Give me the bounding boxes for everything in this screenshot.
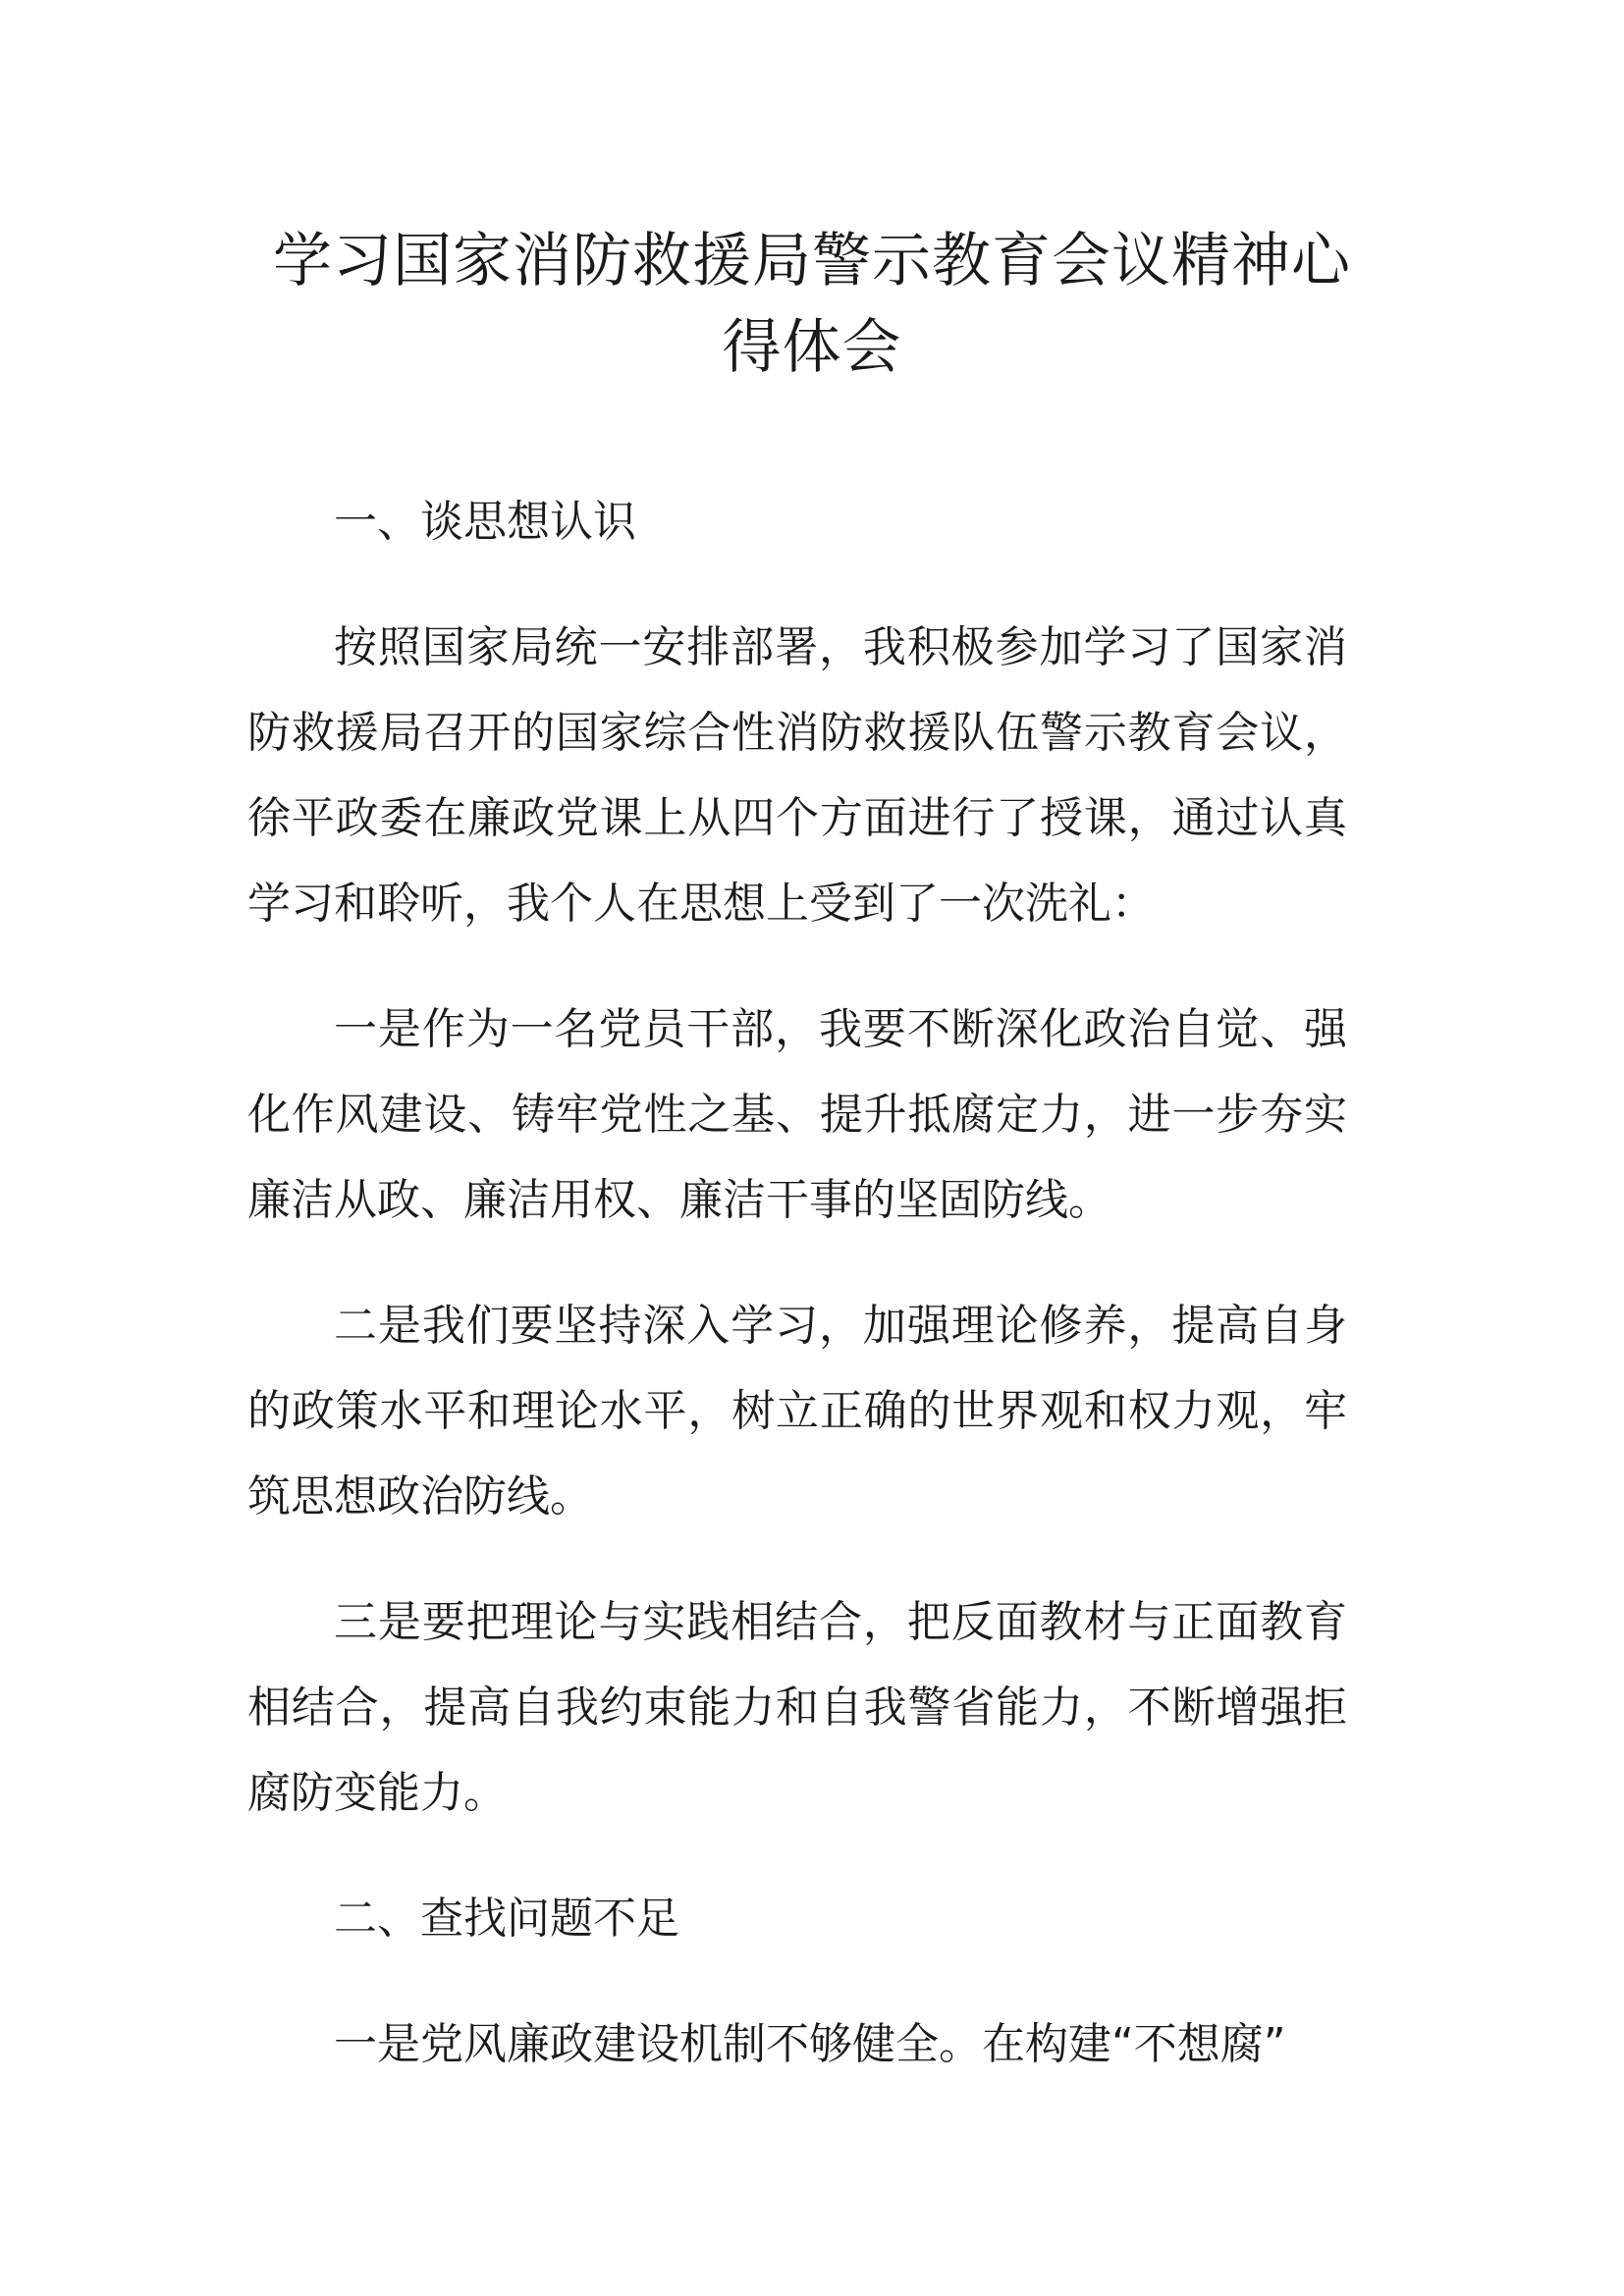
section-heading-1: 一、谈思想认识 — [334, 497, 636, 547]
paragraph-point-3: 三是要把理论与实践相结合，把反面教材与正面教育相结合，提高自我约束能力和自我警省能力，不断增强拒腐防变能力。 — [247, 1597, 1347, 1818]
title-line-1: 学习国家消防救援局警示教育会议精神心 — [273, 227, 1351, 295]
paragraph-intro: 按照国家局统一安排部署，我积极参加学习了国家消防救援局召开的国家综合性消防救援队伍警示教育会议，徐平政委在廉政党课上从四个方面进行了授课，通过认真学习和聆听，我个人在思想上受到了一次洗礼： — [247, 622, 1347, 929]
section-heading-2: 二、查找问题不足 — [334, 1894, 679, 1944]
title-line-2: 得体会 — [722, 313, 902, 382]
paragraph-problem-1: 一是党风廉政建设机制不够健全。在构建“不想腐” — [334, 2019, 1286, 2069]
paragraph-point-1: 一是作为一名党员干部，我要不断深化政治自觉、强化作风建设、铸牢党性之基、提升抵腐定力，进一步夯实廉洁从政、廉洁用权、廉洁干事的坚固防线。 — [247, 1004, 1347, 1225]
document-body — [247, 479, 1347, 2127]
document-title — [196, 218, 1428, 391]
paragraph-point-2: 二是我们要坚持深入学习，加强理论修养，提高自身的政策水平和理论水平，树立正确的世界观和权力观，牢筑思想政治防线。 — [247, 1301, 1347, 1522]
